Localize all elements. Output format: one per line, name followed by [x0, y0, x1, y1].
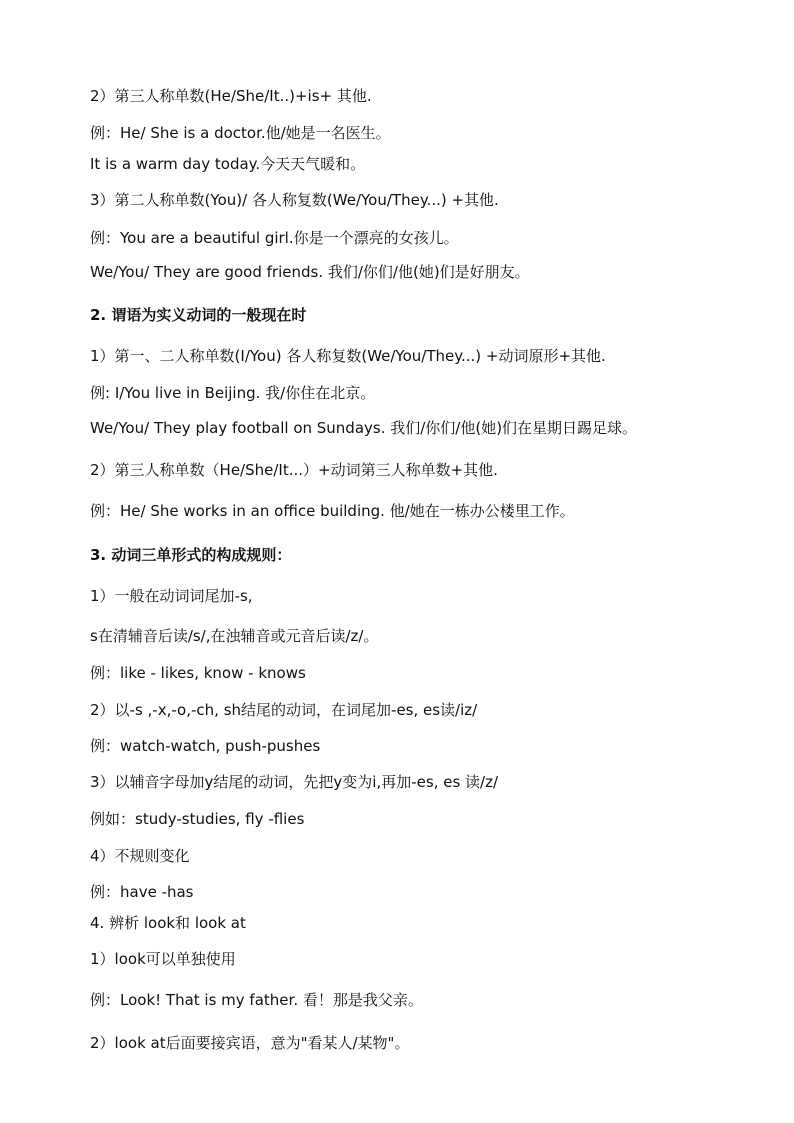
text-line-look-alone: 1）look可以单独使用 — [90, 950, 236, 968]
text-line-example-beautiful: 例：You are a beautiful girl.你是一个漂亮的女孩儿。 — [90, 229, 459, 247]
text-line-rule-add-es: 2）以-s ,-x,-o,-ch, sh结尾的动词，在词尾加-es, es读/iz/ — [90, 701, 478, 719]
text-line-example-likes: 例：like - likes, know - knows — [90, 664, 306, 682]
text-line-second-person-be: 3）第二人称单数(You)/ 各人称复数(We/You/They...) +其他. — [90, 191, 499, 209]
text-line-third-person-verb: 2）第三人称单数（He/She/It...）+动词第三人称单数+其他. — [90, 461, 498, 479]
text-line-irregular: 4）不规则变化 — [90, 847, 190, 865]
text-line-example-look: 例：Look! That is my father. 看！那是我父亲。 — [90, 991, 423, 1009]
section-heading-2: 2. 谓语为实义动词的一般现在时 — [90, 306, 307, 324]
text-line-example-doctor: 例：He/ She is a doctor.他/她是一名医生。 — [90, 124, 391, 142]
section-heading-4: 4. 辨析 look和 look at — [90, 914, 246, 932]
text-line-example-watch: 例：watch-watch, push-pushes — [90, 737, 321, 755]
text-line-example-warm-day: It is a warm day today.今天天气暖和。 — [90, 155, 366, 173]
text-line-third-person-be: 2）第三人称单数(He/She/It..)+is+ 其他. — [90, 87, 372, 105]
text-line-rule-add-s: 1）一般在动词词尾加-s, — [90, 587, 253, 605]
text-line-example-office: 例：He/ She works in an office building. 他/她在一栋办公楼里工作。 — [90, 502, 575, 520]
text-line-rule-y-to-i: 3）以辅音字母加y结尾的动词，先把y变为i,再加-es, es 读/z/ — [90, 773, 499, 791]
text-line-first-second-person: 1）第一、二人称单数(I/You) 各人称复数(We/You/They...) +动词原形+其他. — [90, 347, 606, 365]
section-heading-3: 3. 动词三单形式的构成规则： — [90, 546, 292, 564]
text-line-example-football: We/You/ They play football on Sundays. 我们/你们/他(她)们在星期日踢足球。 — [90, 419, 638, 437]
text-line-s-pronunciation: s在清辅音后读/s/,在浊辅音或元音后读/z/。 — [90, 627, 379, 645]
text-line-example-studies: 例如：study-studies, fly -flies — [90, 810, 305, 828]
text-line-look-at: 2）look at后面要接宾语，意为"看某人/某物"。 — [90, 1034, 410, 1052]
text-line-example-friends: We/You/ They are good friends. 我们/你们/他(她)们是好朋友。 — [90, 263, 530, 281]
text-line-example-has: 例：have -has — [90, 883, 194, 901]
text-line-example-beijing: 例: I/You live in Beijing. 我/你住在北京。 — [90, 384, 376, 402]
